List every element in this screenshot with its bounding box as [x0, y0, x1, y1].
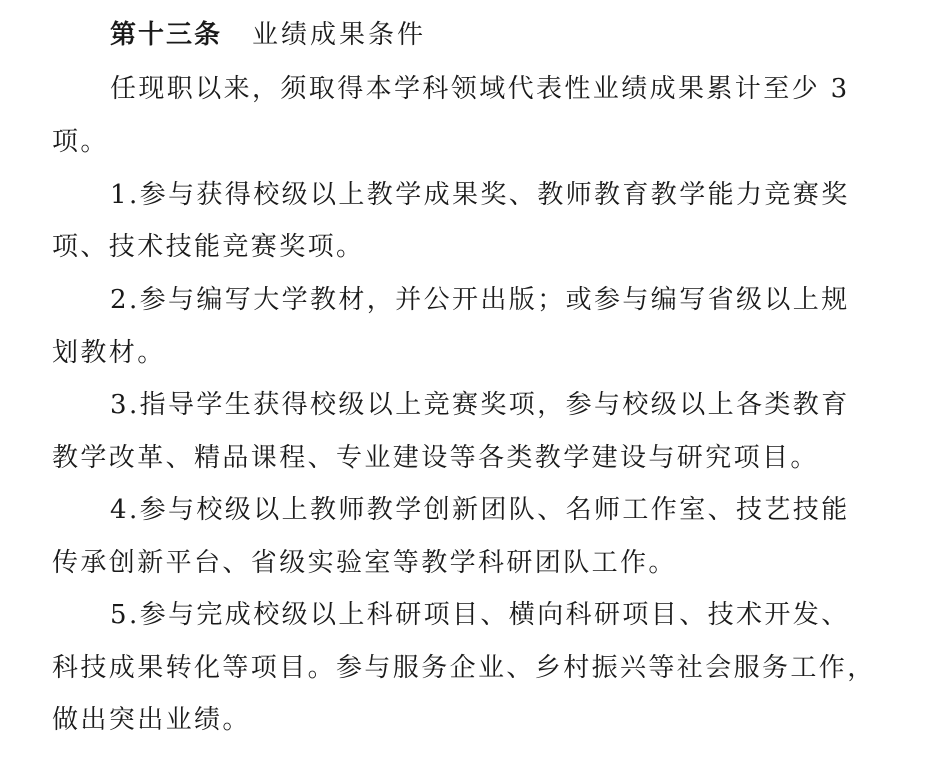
item-2-line-1: 2.参与编写大学教材，并公开出版；或参与编写省级以上规 — [110, 285, 850, 315]
paragraph-intro-line-2: 项。 — [52, 127, 109, 157]
item-1-line-2: 项、技术技能竞赛奖项。 — [52, 232, 365, 262]
item-1-line-1: 1.参与获得校级以上教学成果奖、教师教育教学能力竞赛奖 — [110, 180, 850, 210]
item-5-line-1: 5.参与完成校级以上科研项目、横向科研项目、技术开发、 — [110, 600, 850, 630]
article-number: 第十三条 — [110, 20, 223, 50]
article-heading — [110, 18, 426, 52]
item-2-line-2: 划教材。 — [52, 338, 166, 368]
paragraph-intro-line-1: 任现职以来，须取得本学科领域代表性业绩成果累计至少 3 — [110, 74, 850, 104]
item-4-line-1: 4.参与校级以上教师教学创新团队、名师工作室、技艺技能 — [110, 495, 850, 525]
article-title: 业绩成果条件 — [252, 20, 427, 50]
item-4-line-2: 传承创新平台、省级实验室等教学科研团队工作。 — [52, 548, 677, 578]
item-3-line-1: 3.指导学生获得校级以上竞赛奖项，参与校级以上各类教育 — [110, 390, 850, 420]
item-5-line-3: 做出突出业绩。 — [52, 705, 251, 735]
item-3-line-2: 教学改革、精品课程、专业建设等各类教学建设与研究项目。 — [52, 443, 819, 473]
item-5-line-2: 科技成果转化等项目。参与服务企业、乡村振兴等社会服务工作， — [52, 653, 876, 683]
